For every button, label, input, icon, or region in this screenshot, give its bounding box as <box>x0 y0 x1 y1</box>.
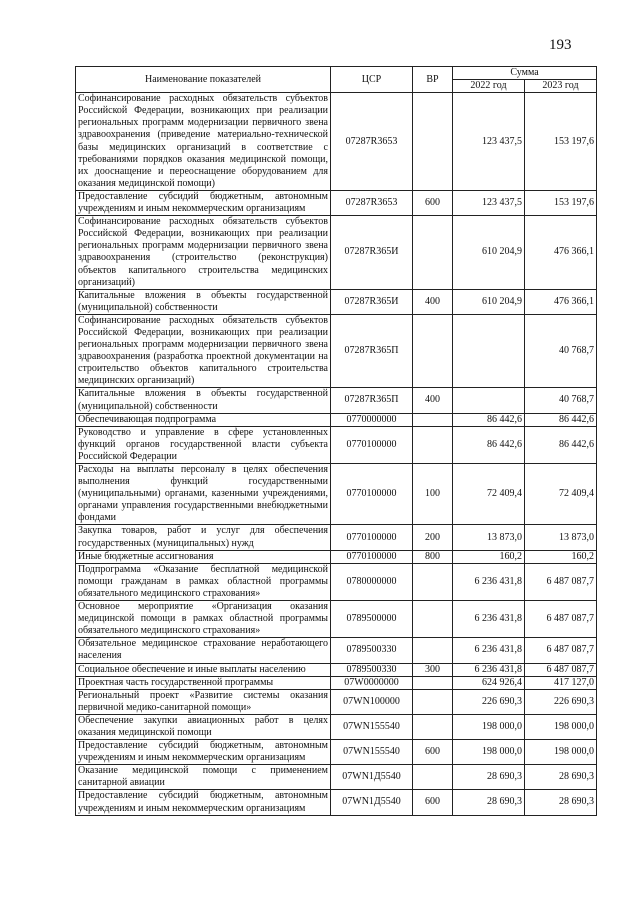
row-csr: 07287R3653 <box>331 93 413 191</box>
row-sum-2023: 476 366,1 <box>525 289 597 314</box>
row-csr: 07WN155540 <box>331 740 413 765</box>
row-vr <box>413 638 453 663</box>
row-sum-2023: 417 127,0 <box>525 676 597 689</box>
row-sum-2023: 160,2 <box>525 550 597 563</box>
row-vr <box>413 314 453 388</box>
row-name: Обеспечение закупки авиационных работ в целях оказания медицинской помощи <box>76 714 331 739</box>
row-csr: 0789500000 <box>331 601 413 638</box>
row-vr <box>413 714 453 739</box>
row-vr: 200 <box>413 525 453 550</box>
header-year-2022: 2022 год <box>453 80 525 93</box>
table-row <box>76 413 597 426</box>
table-row <box>76 464 597 525</box>
row-csr: 07WN100000 <box>331 689 413 714</box>
row-vr: 600 <box>413 790 453 815</box>
row-csr: 07287R365И <box>331 289 413 314</box>
row-sum-2023: 40 768,7 <box>525 314 597 388</box>
table-row <box>76 563 597 600</box>
row-name: Предоставление субсидий бюджетным, автономным учреждениям и иным некоммерческим организациям <box>76 190 331 215</box>
row-sum-2022: 160,2 <box>453 550 525 563</box>
row-csr: 07287R3653 <box>331 190 413 215</box>
row-name: Закупка товаров, работ и услуг для обеспечения государственных (муниципальных) нужд <box>76 525 331 550</box>
row-sum-2022: 72 409,4 <box>453 464 525 525</box>
row-csr: 0770100000 <box>331 426 413 463</box>
table-row <box>76 289 597 314</box>
table-row <box>76 216 597 290</box>
table-row <box>76 426 597 463</box>
row-vr <box>413 765 453 790</box>
row-name: Предоставление субсидий бюджетным, автономным учреждениям и иным некоммерческим организациям <box>76 740 331 765</box>
row-vr <box>413 413 453 426</box>
table-body <box>76 93 597 815</box>
row-sum-2023: 13 873,0 <box>525 525 597 550</box>
row-vr: 800 <box>413 550 453 563</box>
row-name: Региональный проект «Развитие системы оказания первичной медико-санитарной помощи» <box>76 689 331 714</box>
row-vr <box>413 689 453 714</box>
header-vr: ВР <box>413 67 453 93</box>
row-sum-2023: 40 768,7 <box>525 388 597 413</box>
row-sum-2023: 6 487 087,7 <box>525 601 597 638</box>
row-sum-2023: 6 487 087,7 <box>525 663 597 676</box>
row-name: Подпрограмма «Оказание бесплатной медицинской помощи гражданам в рамках областной программы обязательного медицинского страхования» <box>76 563 331 600</box>
row-name: Основное мероприятие «Организация оказания медицинской помощи в рамках областной программы обязательного медицинского страхования» <box>76 601 331 638</box>
row-csr: 0789500330 <box>331 638 413 663</box>
row-sum-2022: 28 690,3 <box>453 790 525 815</box>
row-name: Проектная часть государственной программы <box>76 676 331 689</box>
row-sum-2023: 198 000,0 <box>525 714 597 739</box>
row-sum-2022: 123 437,5 <box>453 93 525 191</box>
row-csr: 0770000000 <box>331 413 413 426</box>
header-name: Наименование показателей <box>76 67 331 93</box>
row-sum-2022: 6 236 431,8 <box>453 638 525 663</box>
row-csr: 0770100000 <box>331 464 413 525</box>
row-vr <box>413 426 453 463</box>
row-sum-2022 <box>453 388 525 413</box>
table-row <box>76 714 597 739</box>
budget-table <box>75 66 597 816</box>
row-sum-2023: 226 690,3 <box>525 689 597 714</box>
row-name: Софинансирование расходных обязательств субъектов Российской Федерации, возникающих при реализации региональных программ модернизации первичного звена здравоохранения (строительство (реконструкция) объектов капитального строительства медицинских организаций) <box>76 216 331 290</box>
row-sum-2023: 86 442,6 <box>525 426 597 463</box>
row-sum-2022: 13 873,0 <box>453 525 525 550</box>
row-name: Предоставление субсидий бюджетным, автономным учреждениям и иным некоммерческим организациям <box>76 790 331 815</box>
row-csr: 07W0000000 <box>331 676 413 689</box>
row-sum-2023: 476 366,1 <box>525 216 597 290</box>
row-name: Иные бюджетные ассигнования <box>76 550 331 563</box>
row-name: Обязательное медицинское страхование неработающего населения <box>76 638 331 663</box>
row-vr: 600 <box>413 190 453 215</box>
row-vr <box>413 676 453 689</box>
table-row <box>76 550 597 563</box>
row-sum-2022: 198 000,0 <box>453 740 525 765</box>
table-row <box>76 601 597 638</box>
row-vr <box>413 563 453 600</box>
row-vr: 600 <box>413 740 453 765</box>
row-name: Руководство и управление в сфере установленных функций органов государственной власти субъекта Российской Федерации <box>76 426 331 463</box>
row-sum-2023: 6 487 087,7 <box>525 638 597 663</box>
row-vr <box>413 601 453 638</box>
table-row <box>76 190 597 215</box>
row-sum-2022: 86 442,6 <box>453 413 525 426</box>
table-row <box>76 638 597 663</box>
row-sum-2022: 28 690,3 <box>453 765 525 790</box>
row-sum-2022: 624 926,4 <box>453 676 525 689</box>
row-csr: 0770100000 <box>331 550 413 563</box>
table-row <box>76 93 597 191</box>
row-csr: 07WN1Д5540 <box>331 790 413 815</box>
row-sum-2023: 198 000,0 <box>525 740 597 765</box>
row-name: Расходы на выплаты персоналу в целях обеспечения выполнения функций государственными (муниципальными) органами, казенными учреждениями, органами управления государственными внебюджетными фондами <box>76 464 331 525</box>
row-csr: 0770100000 <box>331 525 413 550</box>
row-sum-2023: 72 409,4 <box>525 464 597 525</box>
table-row <box>76 740 597 765</box>
page-number: 193 <box>549 37 572 53</box>
table-row <box>76 790 597 815</box>
row-sum-2022 <box>453 314 525 388</box>
row-sum-2022: 123 437,5 <box>453 190 525 215</box>
row-name: Обеспечивающая подпрограмма <box>76 413 331 426</box>
row-name: Софинансирование расходных обязательств субъектов Российской Федерации, возникающих при реализации региональных программ модернизации первичного звена здравоохранения (приведение материально-технической базы медицинских организаций в соответствие с требованиями порядков оказания медицинской помощи, их дооснащение и переоснащение оборудованием для оказания медицинской помощи) <box>76 93 331 191</box>
row-name: Софинансирование расходных обязательств субъектов Российской Федерации, возникающих при реализации региональных программ модернизации первичного звена здравоохранения (разработка проектной документации на строительство объектов капитального строительства медицинских организаций) <box>76 314 331 388</box>
row-csr: 07287R365И <box>331 216 413 290</box>
row-sum-2022: 198 000,0 <box>453 714 525 739</box>
row-name: Капитальные вложения в объекты государственной (муниципальной) собственности <box>76 289 331 314</box>
row-sum-2023: 153 197,6 <box>525 93 597 191</box>
row-csr: 07287R365П <box>331 314 413 388</box>
row-sum-2023: 28 690,3 <box>525 790 597 815</box>
row-name: Социальное обеспечение и иные выплаты населению <box>76 663 331 676</box>
row-sum-2023: 28 690,3 <box>525 765 597 790</box>
row-vr: 400 <box>413 289 453 314</box>
table-row <box>76 765 597 790</box>
row-sum-2022: 226 690,3 <box>453 689 525 714</box>
header-sum: Сумма <box>453 67 597 80</box>
row-sum-2022: 610 204,9 <box>453 216 525 290</box>
row-csr: 07287R365П <box>331 388 413 413</box>
row-csr: 07WN155540 <box>331 714 413 739</box>
row-vr: 400 <box>413 388 453 413</box>
row-vr <box>413 93 453 191</box>
row-sum-2022: 86 442,6 <box>453 426 525 463</box>
row-sum-2022: 610 204,9 <box>453 289 525 314</box>
row-sum-2022: 6 236 431,8 <box>453 601 525 638</box>
table-row <box>76 388 597 413</box>
table-row <box>76 314 597 388</box>
header-csr: ЦСР <box>331 67 413 93</box>
row-sum-2023: 6 487 087,7 <box>525 563 597 600</box>
row-vr: 100 <box>413 464 453 525</box>
row-csr: 0789500330 <box>331 663 413 676</box>
row-csr: 0780000000 <box>331 563 413 600</box>
table-row <box>76 689 597 714</box>
table-row <box>76 525 597 550</box>
row-sum-2023: 153 197,6 <box>525 190 597 215</box>
table-row <box>76 676 597 689</box>
table-row <box>76 663 597 676</box>
row-csr: 07WN1Д5540 <box>331 765 413 790</box>
row-sum-2022: 6 236 431,8 <box>453 563 525 600</box>
row-vr <box>413 216 453 290</box>
row-sum-2022: 6 236 431,8 <box>453 663 525 676</box>
header-year-2023: 2023 год <box>525 80 597 93</box>
row-vr: 300 <box>413 663 453 676</box>
row-name: Капитальные вложения в объекты государственной (муниципальной) собственности <box>76 388 331 413</box>
row-name: Оказание медицинской помощи с применением санитарной авиации <box>76 765 331 790</box>
row-sum-2023: 86 442,6 <box>525 413 597 426</box>
